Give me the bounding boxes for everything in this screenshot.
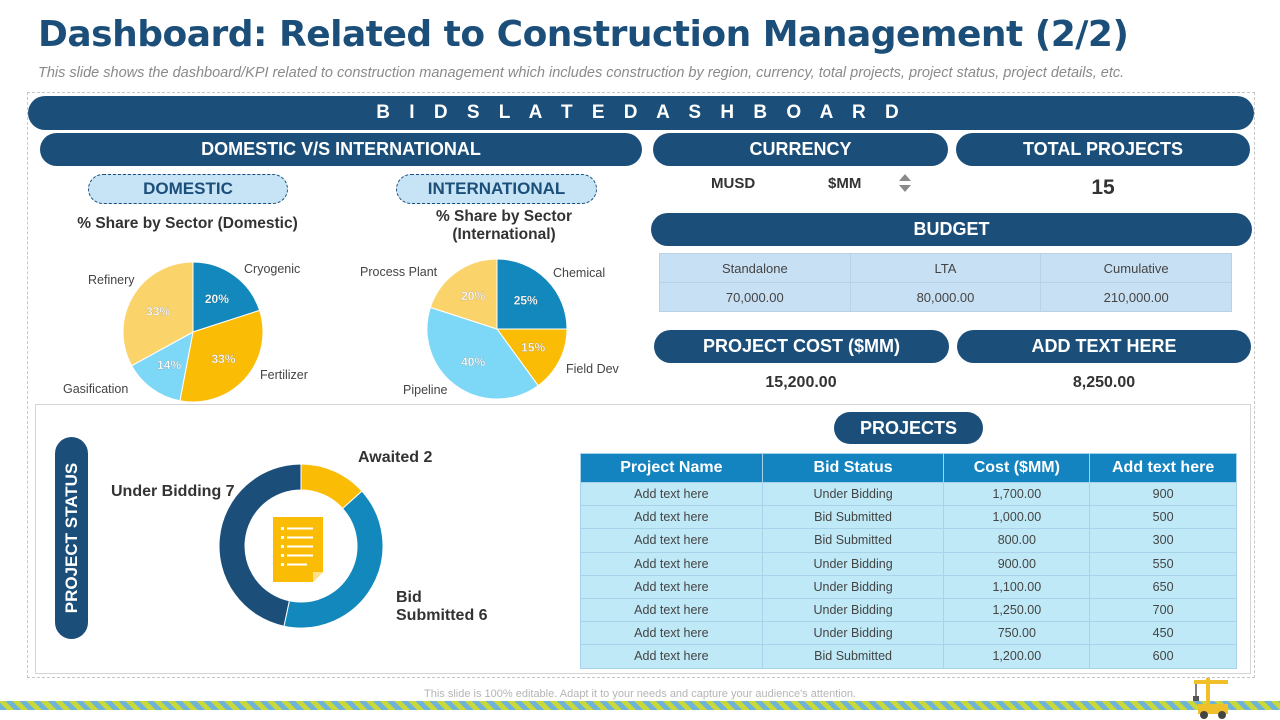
cell-bid-status: Bid Submitted: [762, 645, 944, 668]
cell-cost: 1,700.00: [944, 483, 1090, 506]
cell-add-text: 500: [1090, 506, 1237, 529]
project-status-label: PROJECT STATUS: [61, 462, 81, 614]
budget-col-standalone: Standalone: [660, 254, 851, 283]
domestic-pie-value-label: 20%: [204, 292, 229, 307]
cell-project-name: Add text here: [581, 552, 763, 575]
cell-bid-status: Under Bidding: [762, 622, 944, 645]
cell-bid-status: Under Bidding: [762, 598, 944, 621]
budget-header: BUDGET: [651, 213, 1252, 246]
currency-option-mm[interactable]: $MM: [828, 175, 862, 192]
budget-table: [659, 253, 1232, 312]
add-text-value: 8,250.00: [1072, 374, 1136, 391]
table-row: [581, 529, 1237, 552]
cell-add-text: 700: [1090, 598, 1237, 621]
add-text-header: ADD TEXT HERE: [957, 330, 1251, 363]
page-subtitle: This slide shows the dashboard/KPI related to construction management which includes construction by region, currency, total projects, project status, project details, etc.: [38, 65, 1125, 81]
international-pie-value-label: 20%: [461, 289, 486, 304]
pie-label-process-plant: Process Plant: [360, 265, 438, 279]
cell-add-text: 450: [1090, 622, 1237, 645]
international-pie-value-label: 15%: [521, 340, 546, 355]
cell-add-text: 600: [1090, 645, 1237, 668]
cell-bid-status: Under Bidding: [762, 552, 944, 575]
pie-label-fertilizer: Fertilizer: [260, 368, 308, 382]
pie-label-cryogenic: Cryogenic: [244, 262, 301, 276]
pie-label-refinery: Refinery: [88, 273, 135, 287]
international-pie-title-line1: % Share by Sector: [435, 208, 573, 225]
domestic-pie-value-label: 14%: [157, 357, 182, 372]
pie-label-chemical: Chemical: [553, 266, 606, 280]
domestic-pie-chart: [121, 260, 265, 404]
cell-project-name: Add text here: [581, 575, 763, 598]
pie-label-field-dev: Field Dev: [566, 362, 619, 376]
footer-note: This slide is 100% editable. Adapt it to your needs and capture your audience's attention.: [424, 688, 856, 700]
total-projects-header: TOTAL PROJECTS: [956, 133, 1250, 166]
budget-col-cumulative: Cumulative: [1041, 254, 1232, 283]
crane-truck-icon: [1188, 676, 1232, 720]
col-add-text: Add text here: [1090, 454, 1237, 483]
domestic-pie-value-label: 33%: [211, 351, 236, 366]
cell-cost: 800.00: [944, 529, 1090, 552]
cell-add-text: 650: [1090, 575, 1237, 598]
bid-submitted-label: [396, 589, 488, 625]
table-row: [581, 645, 1237, 668]
international-pie-chart: [425, 257, 569, 401]
page-title: Dashboard: Related to Construction Management (2/2): [38, 14, 1129, 55]
table-row: [581, 483, 1237, 506]
under-bidding-label: Under Bidding 7: [111, 483, 235, 500]
international-pie-value-label: 25%: [513, 293, 538, 308]
budget-value-lta: 80,000.00: [850, 283, 1041, 312]
international-pie-title: [395, 208, 613, 244]
cell-cost: 1,000.00: [944, 506, 1090, 529]
currency-header: CURRENCY: [653, 133, 948, 166]
projects-header: PROJECTS: [834, 412, 983, 444]
domestic-vs-international-header: DOMESTIC V/S INTERNATIONAL: [40, 133, 642, 166]
budget-value-standalone: 70,000.00: [660, 283, 851, 312]
international-pie-title-line2: (International): [452, 226, 556, 243]
total-projects-value: 15: [1091, 176, 1115, 199]
cell-add-text: 300: [1090, 529, 1237, 552]
projects-table: [580, 453, 1237, 669]
project-cost-value: 15,200.00: [765, 374, 837, 391]
document-icon: [273, 517, 323, 582]
currency-spinner-icon[interactable]: [898, 173, 912, 193]
currency-option-musd[interactable]: MUSD: [711, 175, 756, 192]
project-cost-header: PROJECT COST ($MM): [654, 330, 949, 363]
col-project-name: Project Name: [581, 454, 763, 483]
cell-project-name: Add text here: [581, 598, 763, 621]
bid-submitted-label-line2: Submitted 6: [396, 607, 488, 624]
table-row: [581, 598, 1237, 621]
cell-cost: 1,250.00: [944, 598, 1090, 621]
cell-project-name: Add text here: [581, 506, 763, 529]
pie-label-gasification: Gasification: [63, 382, 129, 396]
pie-label-pipeline: Pipeline: [403, 383, 448, 397]
domestic-tag: DOMESTIC: [88, 174, 288, 204]
cell-bid-status: Bid Submitted: [762, 529, 944, 552]
awaited-label: Awaited 2: [358, 449, 433, 466]
bid-slate-banner: B I D S L A T E D A S H B O A R D: [28, 96, 1254, 130]
table-row: [581, 622, 1237, 645]
cell-cost: 750.00: [944, 622, 1090, 645]
international-tag: INTERNATIONAL: [396, 174, 597, 204]
decorative-stripe: [0, 701, 1280, 710]
cell-project-name: Add text here: [581, 622, 763, 645]
cell-bid-status: Bid Submitted: [762, 506, 944, 529]
cell-cost: 1,100.00: [944, 575, 1090, 598]
project-status-header: [55, 437, 88, 639]
cell-cost: 1,200.00: [944, 645, 1090, 668]
budget-value-cumulative: 210,000.00: [1041, 283, 1232, 312]
cell-bid-status: Under Bidding: [762, 575, 944, 598]
cell-add-text: 550: [1090, 552, 1237, 575]
cell-project-name: Add text here: [581, 529, 763, 552]
table-row: [581, 506, 1237, 529]
table-row: [581, 552, 1237, 575]
cell-cost: 900.00: [944, 552, 1090, 575]
domestic-pie-title: % Share by Sector (Domestic): [77, 215, 298, 232]
cell-add-text: 900: [1090, 483, 1237, 506]
international-pie-value-label: 40%: [461, 354, 486, 369]
cell-bid-status: Under Bidding: [762, 483, 944, 506]
table-row: [581, 575, 1237, 598]
col-bid-status: Bid Status: [762, 454, 944, 483]
cell-project-name: Add text here: [581, 645, 763, 668]
col-cost: Cost ($MM): [944, 454, 1090, 483]
domestic-pie-value-label: 33%: [146, 304, 171, 319]
bid-submitted-label-line1: Bid: [396, 589, 422, 606]
budget-col-lta: LTA: [850, 254, 1041, 283]
cell-project-name: Add text here: [581, 483, 763, 506]
